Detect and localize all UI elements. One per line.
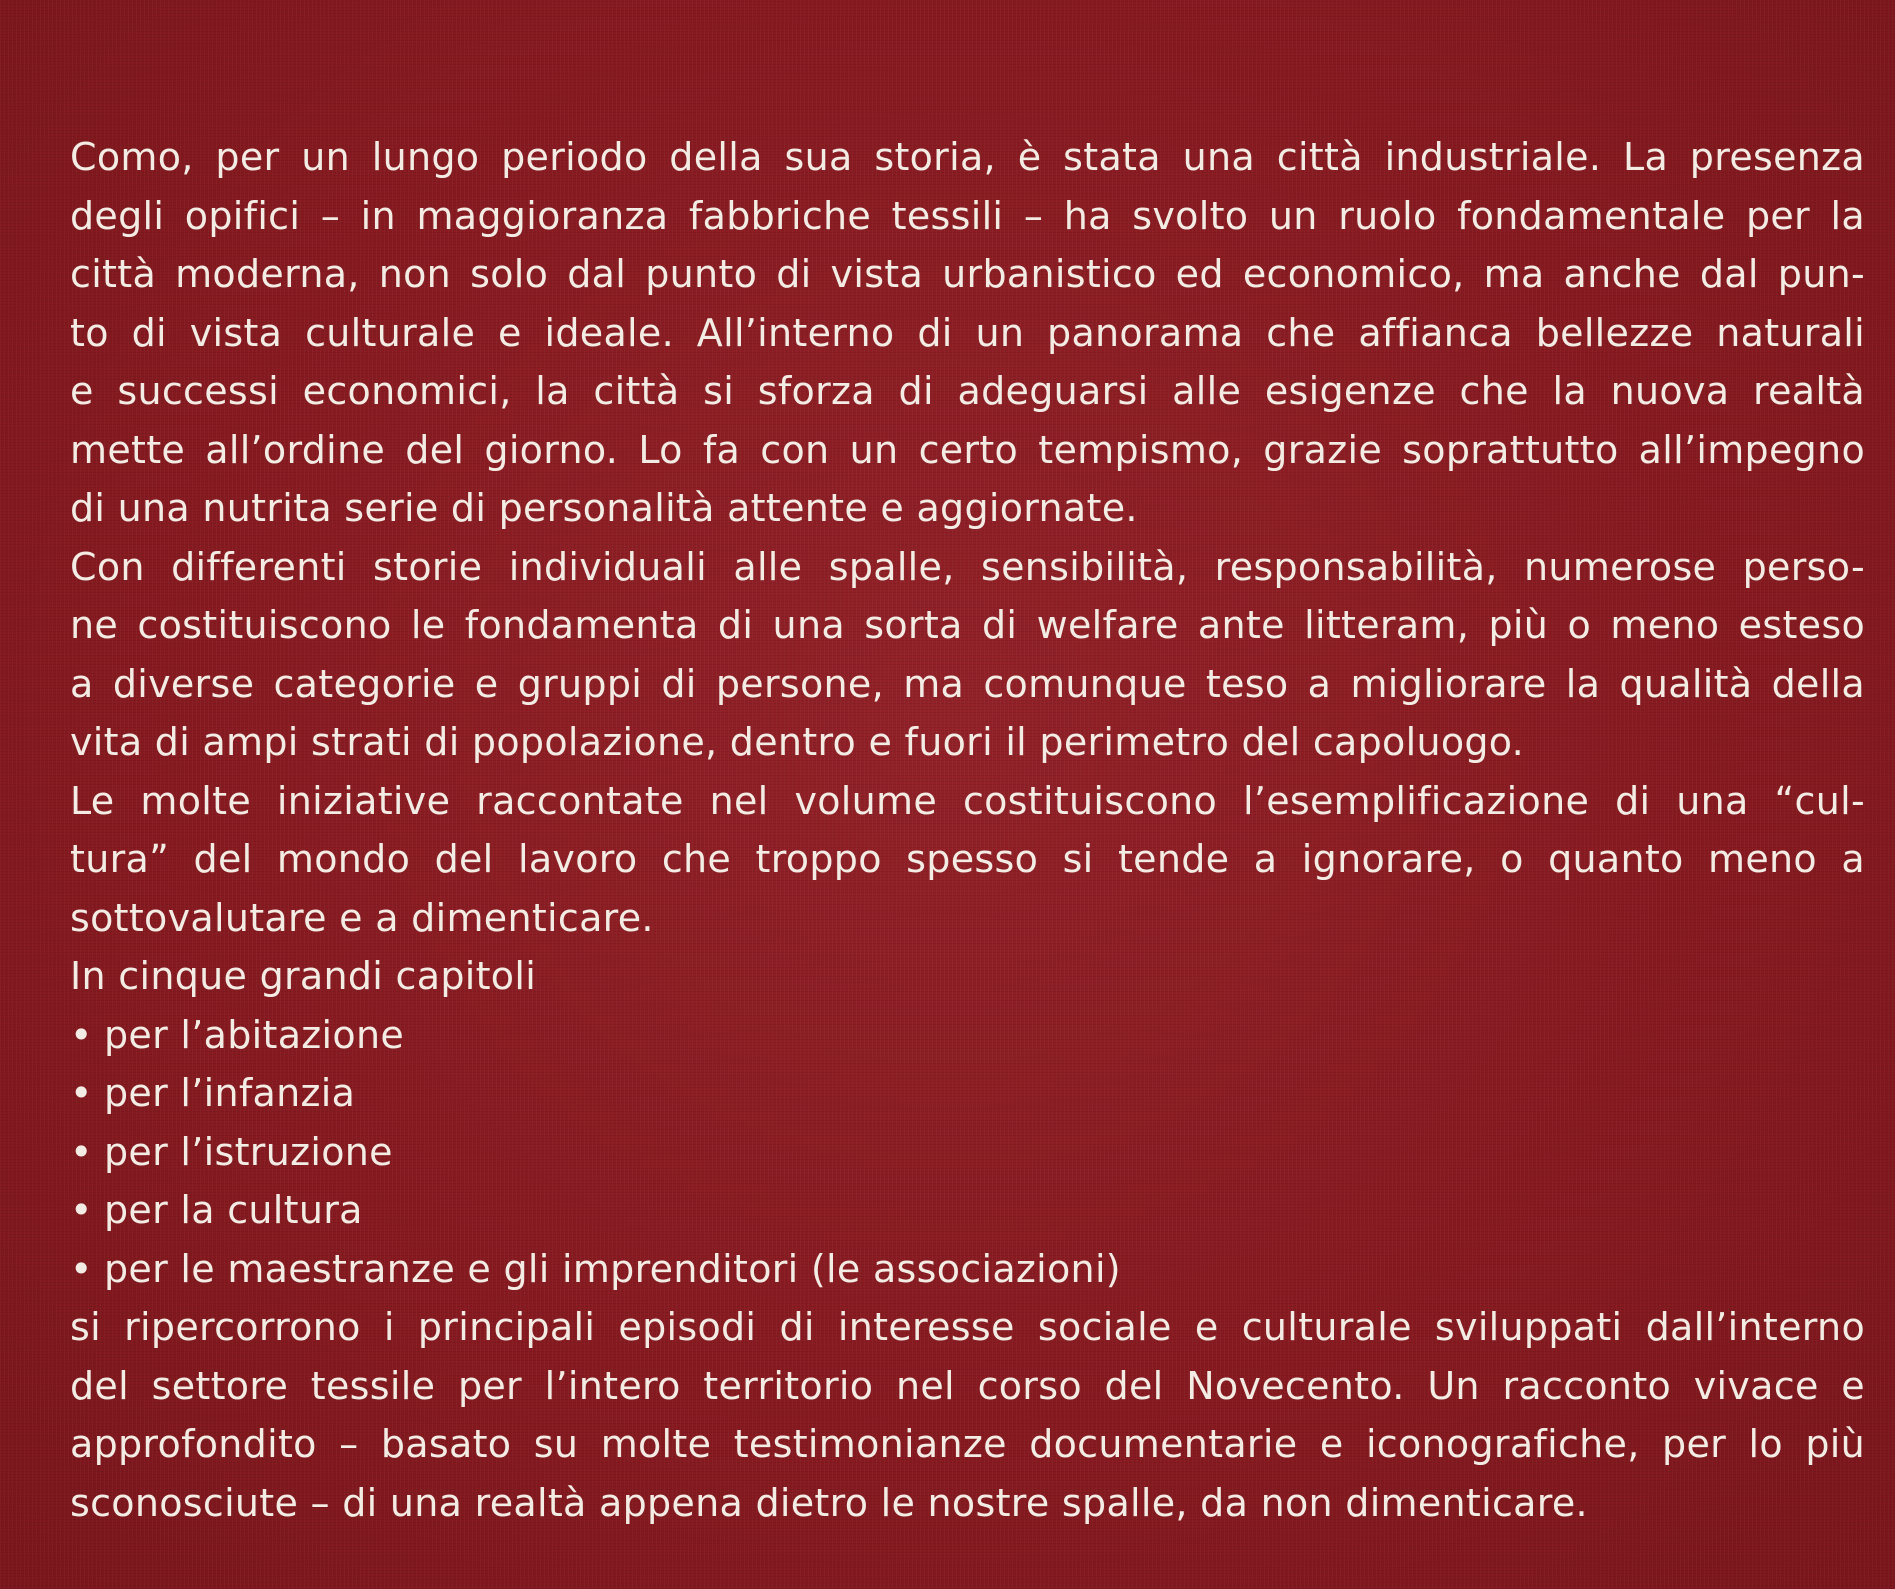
text-line: del settore tessile per l’intero territorio nel corso del Novecento. Un racconto vivace e <box>70 1363 1865 1408</box>
paragraph-intro <box>70 128 1865 538</box>
chapter-label: per le maestranze e gli imprenditori (le associazioni) <box>104 1246 1121 1291</box>
chapter-item <box>70 1006 1865 1065</box>
chapters-intro <box>70 947 1865 1006</box>
chapters-list <box>70 1006 1865 1299</box>
bullet-icon: • <box>70 1129 93 1174</box>
text-line: mette all’ordine del giorno. Lo fa con un certo tempismo, grazie soprattutto all’impegno <box>70 427 1865 472</box>
bullet-icon: • <box>70 1012 93 1057</box>
chapter-label: per la cultura <box>104 1188 363 1232</box>
text-line: Le molte iniziative raccontate nel volume costituiscono l’esemplificazione di una “cul- <box>70 778 1865 823</box>
paragraph-culture <box>70 772 1865 948</box>
chapter-label: per l’istruzione <box>104 1129 393 1174</box>
chapter-label: per l’infanzia <box>104 1071 356 1115</box>
text-line: e successi economici, la città si sforza di adeguarsi alle esigenze che la nuova realtà <box>70 369 1865 413</box>
paragraph-welfare <box>70 538 1865 772</box>
text-line: tura” del mondo del lavoro che troppo spesso si tende a ignorare, o quanto meno a <box>70 837 1865 881</box>
bullet-icon: • <box>70 1071 93 1115</box>
text-line: Como, per un lungo periodo della sua storia, è stata una città industriale. La presenza <box>70 135 1865 179</box>
text-line: approfondito – basato su molte testimonianze documentarie e iconografiche, per lo più <box>70 1422 1865 1466</box>
text-line: sconosciute – di una realtà appena dietro le nostre spalle, da non dimenticare. <box>70 1480 1588 1525</box>
text-line: si ripercorrono i principali episodi di interesse sociale e culturale sviluppati dall’interno <box>70 1305 1865 1349</box>
text-line: vita di ampi strati di popolazione, dentro e fuori il perimetro del capoluogo. <box>70 720 1525 764</box>
text-line: to di vista culturale e ideale. All’interno di un panorama che affianca bellezze naturali <box>70 310 1865 355</box>
chapter-item <box>70 1064 1865 1123</box>
text-line: a diverse categorie e gruppi di persone, ma comunque teso a migliorare la qualità della <box>70 661 1865 706</box>
text-line: degli opifici – in maggioranza fabbriche tessili – ha svolto un ruolo fondamentale per la <box>70 193 1865 238</box>
paragraph-conclusion <box>70 1298 1865 1532</box>
chapter-label: per l’abitazione <box>104 1012 405 1057</box>
text-line: sottovalutare e a dimenticare. <box>70 895 654 940</box>
chapter-item <box>70 1123 1865 1182</box>
chapter-item <box>70 1181 1865 1240</box>
text-line: ne costituiscono le fondamenta di una sorta di welfare ante litteram, più o meno esteso <box>70 603 1865 647</box>
text-line: Con differenti storie individuali alle spalle, sensibilità, responsabilità, numerose perso- <box>70 544 1865 589</box>
text-line: In cinque grandi capitoli <box>70 954 537 998</box>
bullet-icon: • <box>70 1246 93 1291</box>
chapter-item <box>70 1240 1865 1299</box>
bullet-icon: • <box>70 1188 93 1232</box>
back-cover-text <box>70 128 1865 1532</box>
text-line: di una nutrita serie di personalità attente e aggiornate. <box>70 486 1138 530</box>
text-line: città moderna, non solo dal punto di vista urbanistico ed economico, ma anche dal pun- <box>70 252 1865 296</box>
